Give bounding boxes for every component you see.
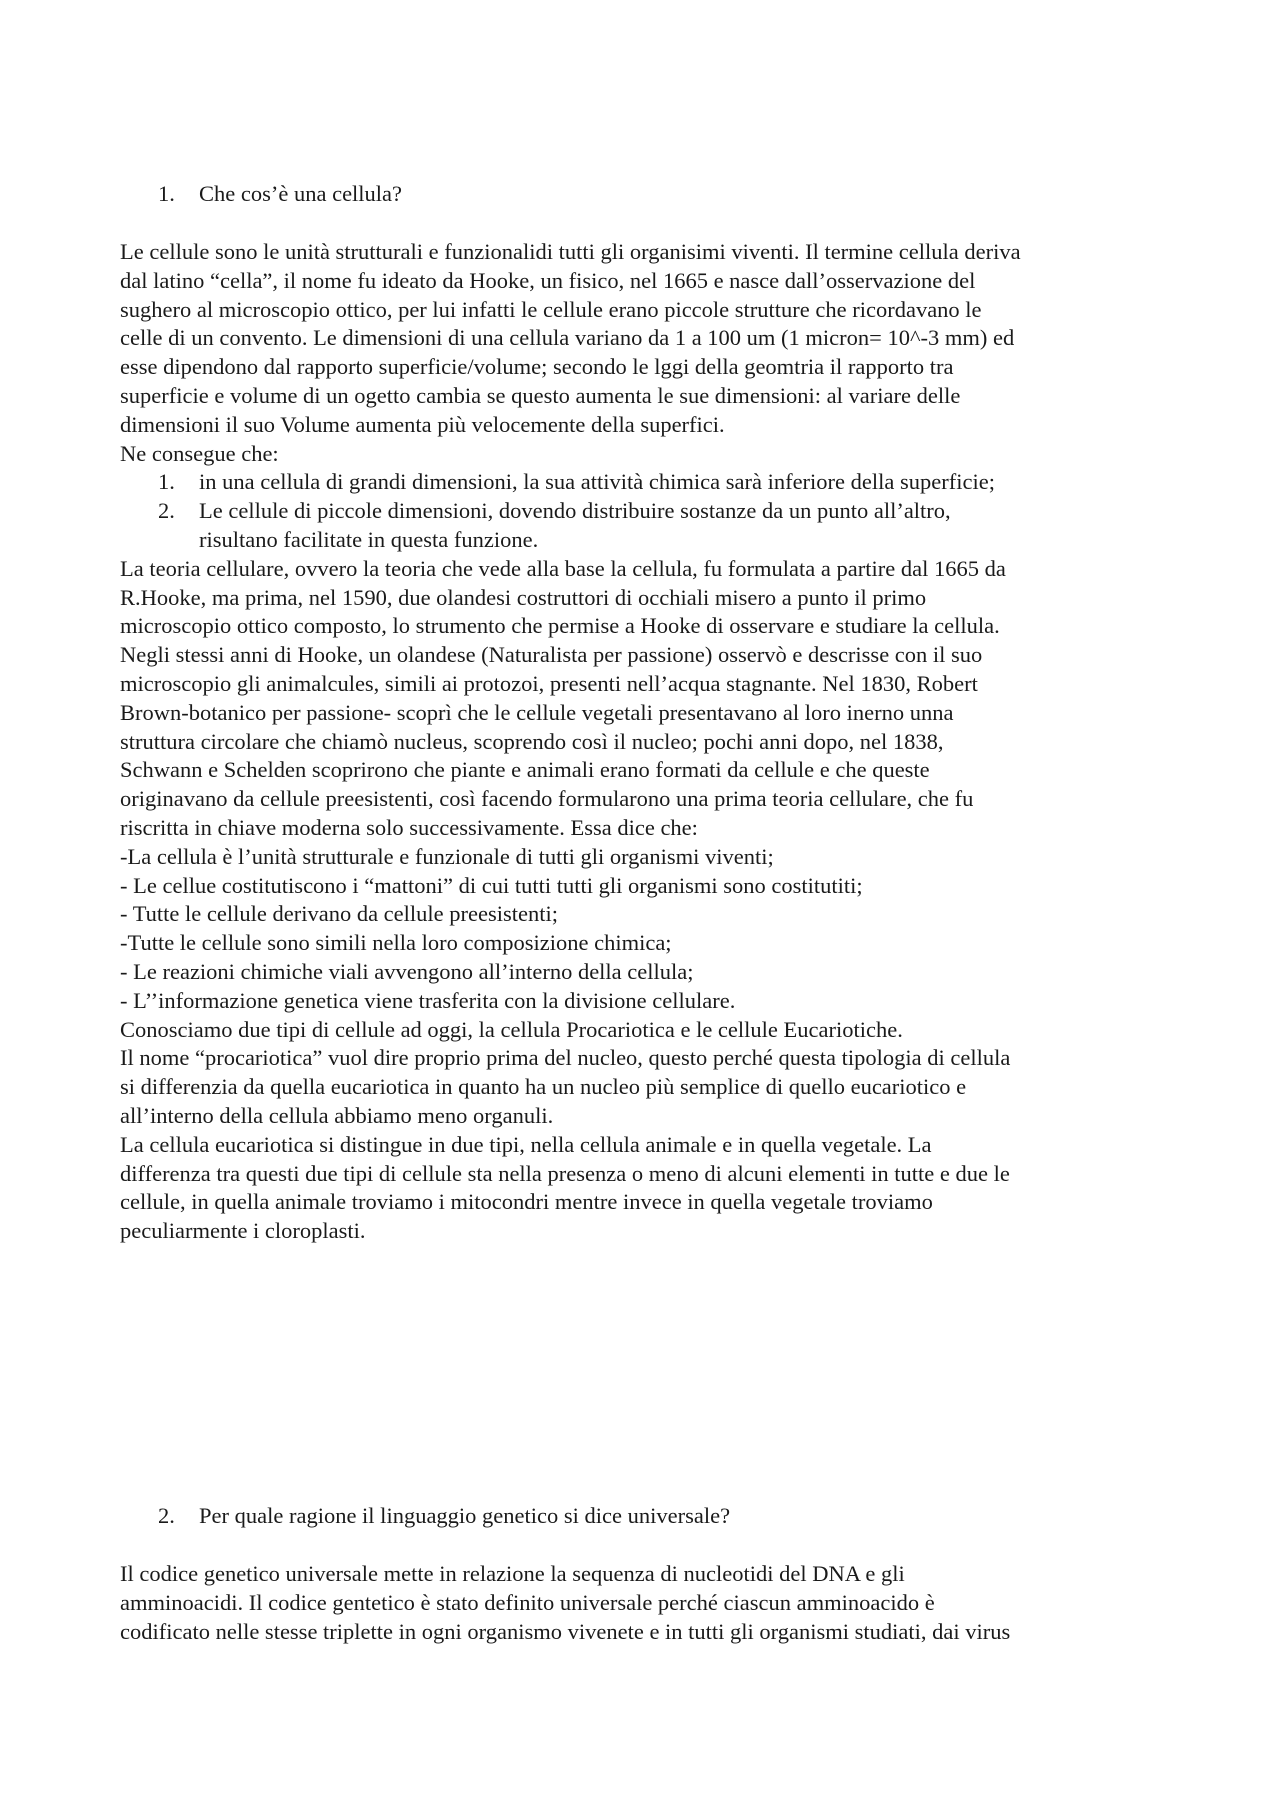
list-item-text: risultano facilitate in questa funzione.: [199, 526, 539, 552]
text-line: superficie e volume di un ogetto cambia se questo aumenta le sue dimensioni: al variare delle: [120, 382, 961, 408]
text-line: dimensioni il suo Volume aumenta più velocemente della superfici.: [120, 411, 725, 437]
question-1-heading: [158, 180, 1158, 209]
text-line: originavano da cellule preesistenti, così facendo formularono una prima teoria cellulare, che fu: [120, 786, 974, 812]
text-line: La teoria cellulare, ovvero la teoria che vede alla base la cellula, fu formulata a partire dal 1665 da: [120, 555, 1006, 581]
text-line: microscopio ottico composto, lo strumento che permise a Hooke di osservare e studiare la cellula.: [120, 613, 1000, 639]
text-line: esse dipendono dal rapporto superficie/volume; secondo le lggi della geomtria il rapporto tra: [120, 354, 954, 380]
list-item: [120, 497, 1170, 555]
text-line: peculiarmente i cloroplasti.: [120, 1218, 366, 1244]
text-line: -Tutte le cellule sono simili nella loro composizione chimica;: [120, 930, 672, 956]
question-text: Che cos’è una cellula?: [199, 181, 403, 206]
text-line: - Tutte le cellule derivano da cellule preesistenti;: [120, 901, 558, 927]
section-2-body: [120, 1560, 1170, 1646]
text-line: Schwann e Schelden scoprirono che piante e animali erano formati da cellule e che queste: [120, 757, 930, 783]
text-line: Il codice genetico universale mette in relazione la sequenza di nucleotidi del DNA e gli: [120, 1561, 905, 1586]
list-item-number: 1.: [158, 469, 175, 495]
text-line: codificato nelle stesse triplette in ogni organismo vivenete e in tutti gli organismi studiati, dai virus: [120, 1618, 1011, 1644]
text-line: -La cellula è l’unità strutturale e funzionale di tutti gli organismi viventi;: [120, 843, 774, 869]
list-item-number: 2.: [158, 498, 175, 524]
text-line: celle di un convento. Le dimensioni di una cellula variano da 1 a 100 um (1 micron= 10^-3 mm) ed: [120, 325, 1015, 351]
text-line: sughero al microscopio ottico, per lui infatti le cellule erano piccole strutture che ricordavano le: [120, 296, 982, 322]
text-line: si differenzia da quella eucariotica in quanto ha un nucleo più semplice di quello eucariotico e: [120, 1074, 967, 1100]
text-line: - Le reazioni chimiche viali avvengono all’interno della cellula;: [120, 958, 694, 984]
question-text: Per quale ragione il linguaggio genetico si dice universale?: [199, 1503, 731, 1528]
numbered-list: [120, 468, 1170, 554]
text-line: Conosciamo due tipi di cellule ad oggi, la cellula Procariotica e le cellule Eucariotiche.: [120, 1016, 903, 1042]
paragraph-2: [120, 555, 1170, 1246]
text-line: La cellula eucariotica si distingue in due tipi, nella cellula animale e in quella vegetale. La: [120, 1131, 932, 1157]
text-line: Il nome “procariotica” vuol dire proprio prima del nucleo, questo perché questa tipologia di cellula: [120, 1045, 1011, 1071]
text-line: R.Hooke, ma prima, nel 1590, due olandesi costruttori di occhiali misero a punto il primo: [120, 584, 927, 610]
text-line: - Le cellue costitutiscono i “mattoni” di cui tutti tutti gli organismi sono costitutiti;: [120, 872, 863, 898]
text-line: cellule, in quella animale troviamo i mitocondri mentre invece in quella vegetale troviamo: [120, 1189, 933, 1215]
list-item-text: Le cellule di piccole dimensioni, dovendo distribuire sostanze da un punto all’altro,: [199, 498, 951, 524]
text-line: amminoacidi. Il codice gentetico è stato definito universale perché ciascun amminoacido è: [120, 1589, 935, 1615]
text-line: dal latino “cella”, il nome fu ideato da Hooke, un fisico, nel 1665 e nasce dall’osservazione del: [120, 267, 976, 293]
text-line: Negli stessi anni di Hooke, un olandese (Naturalista per passione) osservò e descrisse con il suo: [120, 642, 983, 668]
paragraph-1: [120, 238, 1170, 468]
question-number: 1.: [158, 181, 175, 206]
text-line: differenza tra questi due tipi di cellule sta nella presenza o meno di alcuni elementi in tutte e due le: [120, 1160, 1010, 1186]
question-2-heading: [158, 1502, 1158, 1531]
text-line: riscritta in chiave moderna solo successivamente. Essa dice che:: [120, 814, 698, 840]
list-item-text: in una cellula di grandi dimensioni, la sua attività chimica sarà inferiore della superficie;: [199, 469, 995, 495]
text-line: - L’’informazione genetica viene trasferita con la divisione cellulare.: [120, 987, 736, 1013]
text-line: microscopio gli animalcules, simili ai protozoi, presenti nell’acqua stagnante. Nel 1830, Robert: [120, 670, 978, 696]
text-line: Ne consegue che:: [120, 440, 279, 466]
text-line: Le cellule sono le unità strutturali e funzionalidi tutti gli organisimi viventi. Il termine cellula deriva: [120, 239, 1021, 264]
text-line: all’interno della cellula abbiamo meno organuli.: [120, 1102, 554, 1128]
list-item: [120, 468, 1170, 497]
text-line: Brown-botanico per passione- scoprì che le cellule vegetali presentavano al loro inerno unna: [120, 699, 954, 725]
text-line: struttura circolare che chiamò nucleus, scoprendo così il nucleo; pochi anni dopo, nel 1838,: [120, 728, 944, 754]
question-number: 2.: [158, 1503, 175, 1528]
section-1-body: [120, 238, 1170, 1246]
